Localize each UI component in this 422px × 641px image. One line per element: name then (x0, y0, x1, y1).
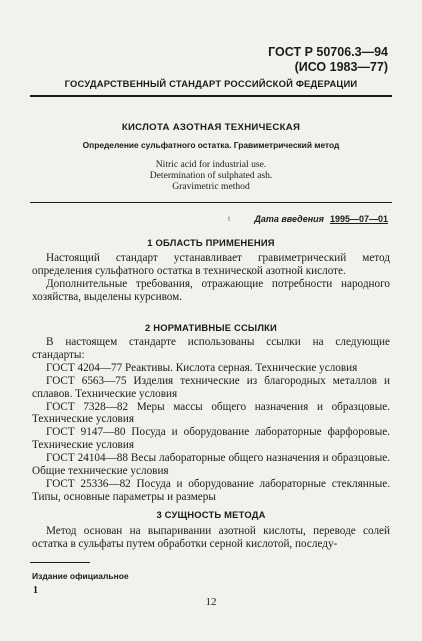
reference-item: ГОСТ 25336—82 Посуда и оборудование лабораторные стеклянные. Типы, основные параметры и размеры (32, 477, 390, 503)
document-title: КИСЛОТА АЗОТНАЯ ТЕХНИЧЕСКАЯ (121, 122, 301, 133)
english-title-2: Determination of sulphated ash. (149, 170, 273, 181)
section-2-heading: 2 НОРМАТИВНЫЕ ССЫЛКИ (145, 322, 277, 333)
document-subtitle: Определение сульфатного остатка. Гравиметрический метод (82, 140, 340, 150)
footnote-mark: 1 (33, 585, 38, 596)
section-1-body (32, 252, 390, 304)
stray-mark: t (228, 214, 231, 223)
section-2-body (32, 336, 390, 504)
english-title-1: Nitric acid for industrial use. (155, 159, 267, 170)
section-1-paragraph-1: Настоящий стандарт устанавливает гравиметрический метод определения сульфатного остатка в технической азотной кислоте. (32, 252, 390, 277)
section-3-heading: 3 СУЩНОСТЬ МЕТОДА (156, 509, 266, 520)
section-1-heading: 1 ОБЛАСТЬ ПРИМЕНЕНИЯ (147, 237, 275, 248)
reference-item: ГОСТ 7328—82 Меры массы общего назначения и образцовые. Технические условия (32, 400, 390, 426)
organization-title: ГОСУДАРСТВЕННЫЙ СТАНДАРТ РОССИЙСКОЙ ФЕДЕРАЦИИ (64, 78, 358, 89)
reference-item: ГОСТ 4204—77 Реактивы. Кислота серная. Технические условия (46, 361, 358, 374)
reference-item: ГОСТ 24104—88 Весы лабораторные общего назначения и образцовые. Общие технические условия (32, 452, 390, 478)
section-3-paragraph-1: Метод основан на выпаривании азотной кислоты, переводе солей остатка в сульфаты путем обработки серной кислотой, последу- (32, 525, 390, 550)
page-number: 12 (205, 596, 217, 608)
section-3-body (32, 525, 390, 551)
reference-item: ГОСТ 9147—80 Посуда и оборудование лабораторные фарфоровые. Технические условия (32, 426, 390, 452)
effective-date-label: Дата введения (254, 214, 324, 224)
footnote-rule (30, 562, 90, 563)
effective-date-value: 1995—07—01 (329, 214, 388, 224)
iso-code: (ИСО 1983—77) (294, 60, 388, 74)
english-title-3: Gravimetric method (172, 181, 250, 192)
standard-code: ГОСТ Р 50706.3—94 (268, 45, 388, 59)
section-1-paragraph-2: Дополнительные требования, отражающие потребности народного хозяйства, выделены курсивом. (32, 277, 390, 303)
section-2-intro: В настоящем стандарте использованы ссылки на следующие стандарты: (32, 336, 390, 361)
title-rule (30, 202, 392, 203)
edition-label: Издание официальное (32, 571, 129, 581)
reference-item: ГОСТ 6563—75 Изделия технические из благородных металлов и сплавов. Технические условия (32, 374, 390, 400)
effective-date (254, 214, 388, 224)
header-rule (30, 95, 392, 97)
